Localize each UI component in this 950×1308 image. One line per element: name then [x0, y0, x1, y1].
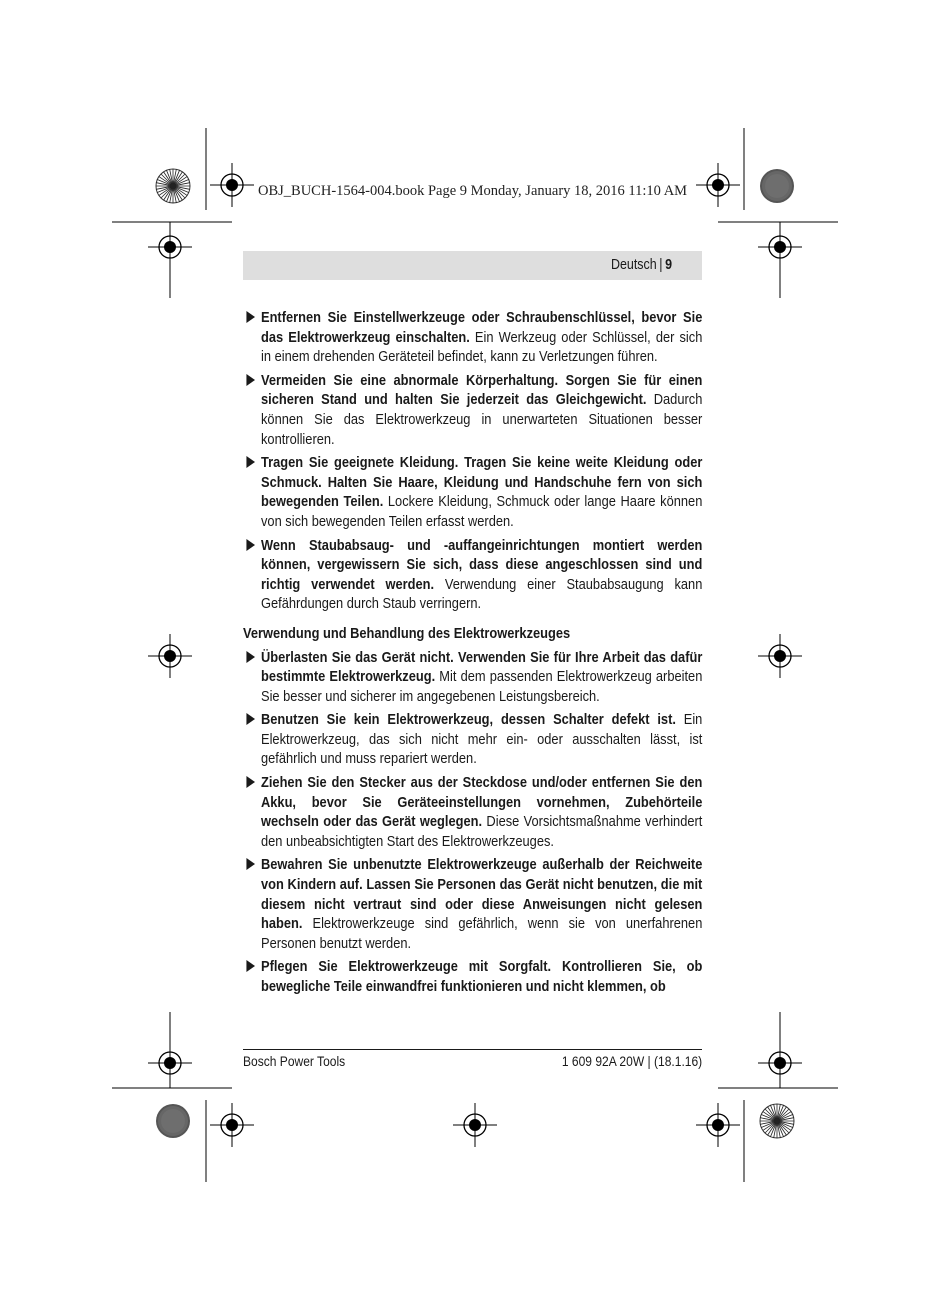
safety-item-explanation: Elektrowerkzeuge sind gefährlich, wenn sie von unerfahrenen Personen benutzt werden. — [260, 915, 703, 952]
bullet-triangle-icon — [246, 651, 255, 663]
print-slug: OBJ_BUCH-1564-004.book Page 9 Monday, January 18, 2016 11:10 AM — [258, 183, 688, 199]
safety-item-explanation: Ein Werkzeug oder Schlüssel, der sich in einem drehenden Geräteteil befindet, kann zu Verletzungen führen. — [260, 328, 703, 366]
page-number: 9 — [665, 257, 672, 273]
safety-item-instruction: Pflegen Sie Elektrowerkzeuge mit Sorgfalt. Kontrollieren Sie, ob bewegliche Teile einwandfrei funktionieren und nicht klemmen, ob — [260, 958, 703, 995]
safety-item — [243, 453, 702, 531]
safety-item-instruction: Ziehen Sie den Stecker aus der Steckdose und/oder entfernen Sie den Akku, bevor Sie Geräteeinstellungen vornehmen, Zubehörteile wechseln oder das Gerät weglegen. — [260, 774, 703, 831]
safety-item-instruction: Wenn Staubabsaug- und -auffangeinrichtungen montiert werden können, vergewissern Sie sich, dass diese angeschlossen sind und richtig verwendet werden. — [260, 536, 703, 593]
bullet-triangle-icon — [246, 713, 255, 725]
safety-item — [243, 855, 702, 953]
main-content — [243, 308, 702, 1001]
bullet-triangle-icon — [246, 311, 255, 323]
safety-item-instruction: Vermeiden Sie eine abnormale Körperhaltung. Sorgen Sie für einen sicheren Stand und halten Sie jederzeit das Gleichgewicht. — [260, 371, 703, 409]
bullet-triangle-icon — [246, 960, 255, 972]
safety-item-instruction: Überlasten Sie das Gerät nicht. Verwenden Sie für Ihre Arbeit das dafür bestimmte Elektrowerkzeug. — [260, 648, 703, 686]
safety-item-explanation: Ein Elektrowerkzeug, das sich nicht mehr ein- oder ausschalten lässt, ist gefährlich und muss repariert werden. — [260, 711, 703, 768]
safety-list-tool-use — [243, 648, 702, 997]
safety-item — [243, 773, 702, 851]
safety-item-explanation: Verwendung einer Staubabsaugung kann Gefährdungen durch Staub verringern. — [260, 575, 703, 613]
safety-item-instruction: Tragen Sie geeignete Kleidung. Tragen Sie keine weite Kleidung oder Schmuck. Halten Sie Haare, Kleidung und Handschuhe fern von sich bewegenden Teilen. — [260, 454, 703, 511]
safety-item-explanation: Mit dem passenden Elektrowerkzeug arbeiten Sie besser und sicherer im angegebenen Leistungsbereich. — [260, 668, 703, 705]
page-header — [243, 251, 702, 280]
bullet-triangle-icon — [246, 776, 255, 788]
footer-rule — [243, 1049, 702, 1050]
safety-item — [243, 648, 702, 707]
header-language: Deutsch — [610, 257, 657, 273]
bullet-triangle-icon — [246, 374, 255, 386]
safety-item — [243, 308, 702, 367]
safety-item — [243, 371, 702, 449]
safety-item — [243, 536, 702, 614]
header-separator: | — [659, 257, 663, 273]
footer-doc-code: 1 609 92A 20W | (18.1.16) — [561, 1053, 702, 1069]
header-text — [611, 257, 672, 273]
footer-brand: Bosch Power Tools — [243, 1053, 346, 1069]
safety-item-instruction: Bewahren Sie unbenutzte Elektrowerkzeuge außerhalb der Reichweite von Kindern auf. Lassen Sie Personen das Gerät nicht benutzen, die mit diesem nicht vertraut sind oder diese Anweisungen nicht gelesen haben. — [260, 856, 703, 933]
bullet-triangle-icon — [246, 539, 255, 551]
safety-item-explanation: Diese Vorsichtsmaßnahme verhindert den unbeabsichtigten Start des Elektrowerkzeuges. — [260, 813, 703, 850]
bullet-triangle-icon — [246, 858, 255, 870]
safety-item — [243, 710, 702, 769]
safety-item-instruction: Benutzen Sie kein Elektrowerkzeug, dessen Schalter defekt ist. — [260, 711, 676, 729]
bullet-triangle-icon — [246, 456, 255, 468]
safety-item-instruction: Entfernen Sie Einstellwerkzeuge oder Schraubenschlüssel, bevor Sie das Elektrowerkzeug einschalten. — [260, 309, 703, 346]
safety-list-personal — [243, 308, 702, 614]
safety-item — [243, 957, 702, 996]
section-heading: Verwendung und Behandlung des Elektrowerkzeuges — [243, 624, 571, 642]
safety-item-explanation: Lockere Kleidung, Schmuck oder lange Haare können von sich bewegenden Teilen erfasst werden. — [260, 493, 703, 530]
safety-item-explanation: Dadurch können Sie das Elektrowerkzeug in unerwarteten Situationen besser kontrollieren. — [260, 391, 703, 448]
